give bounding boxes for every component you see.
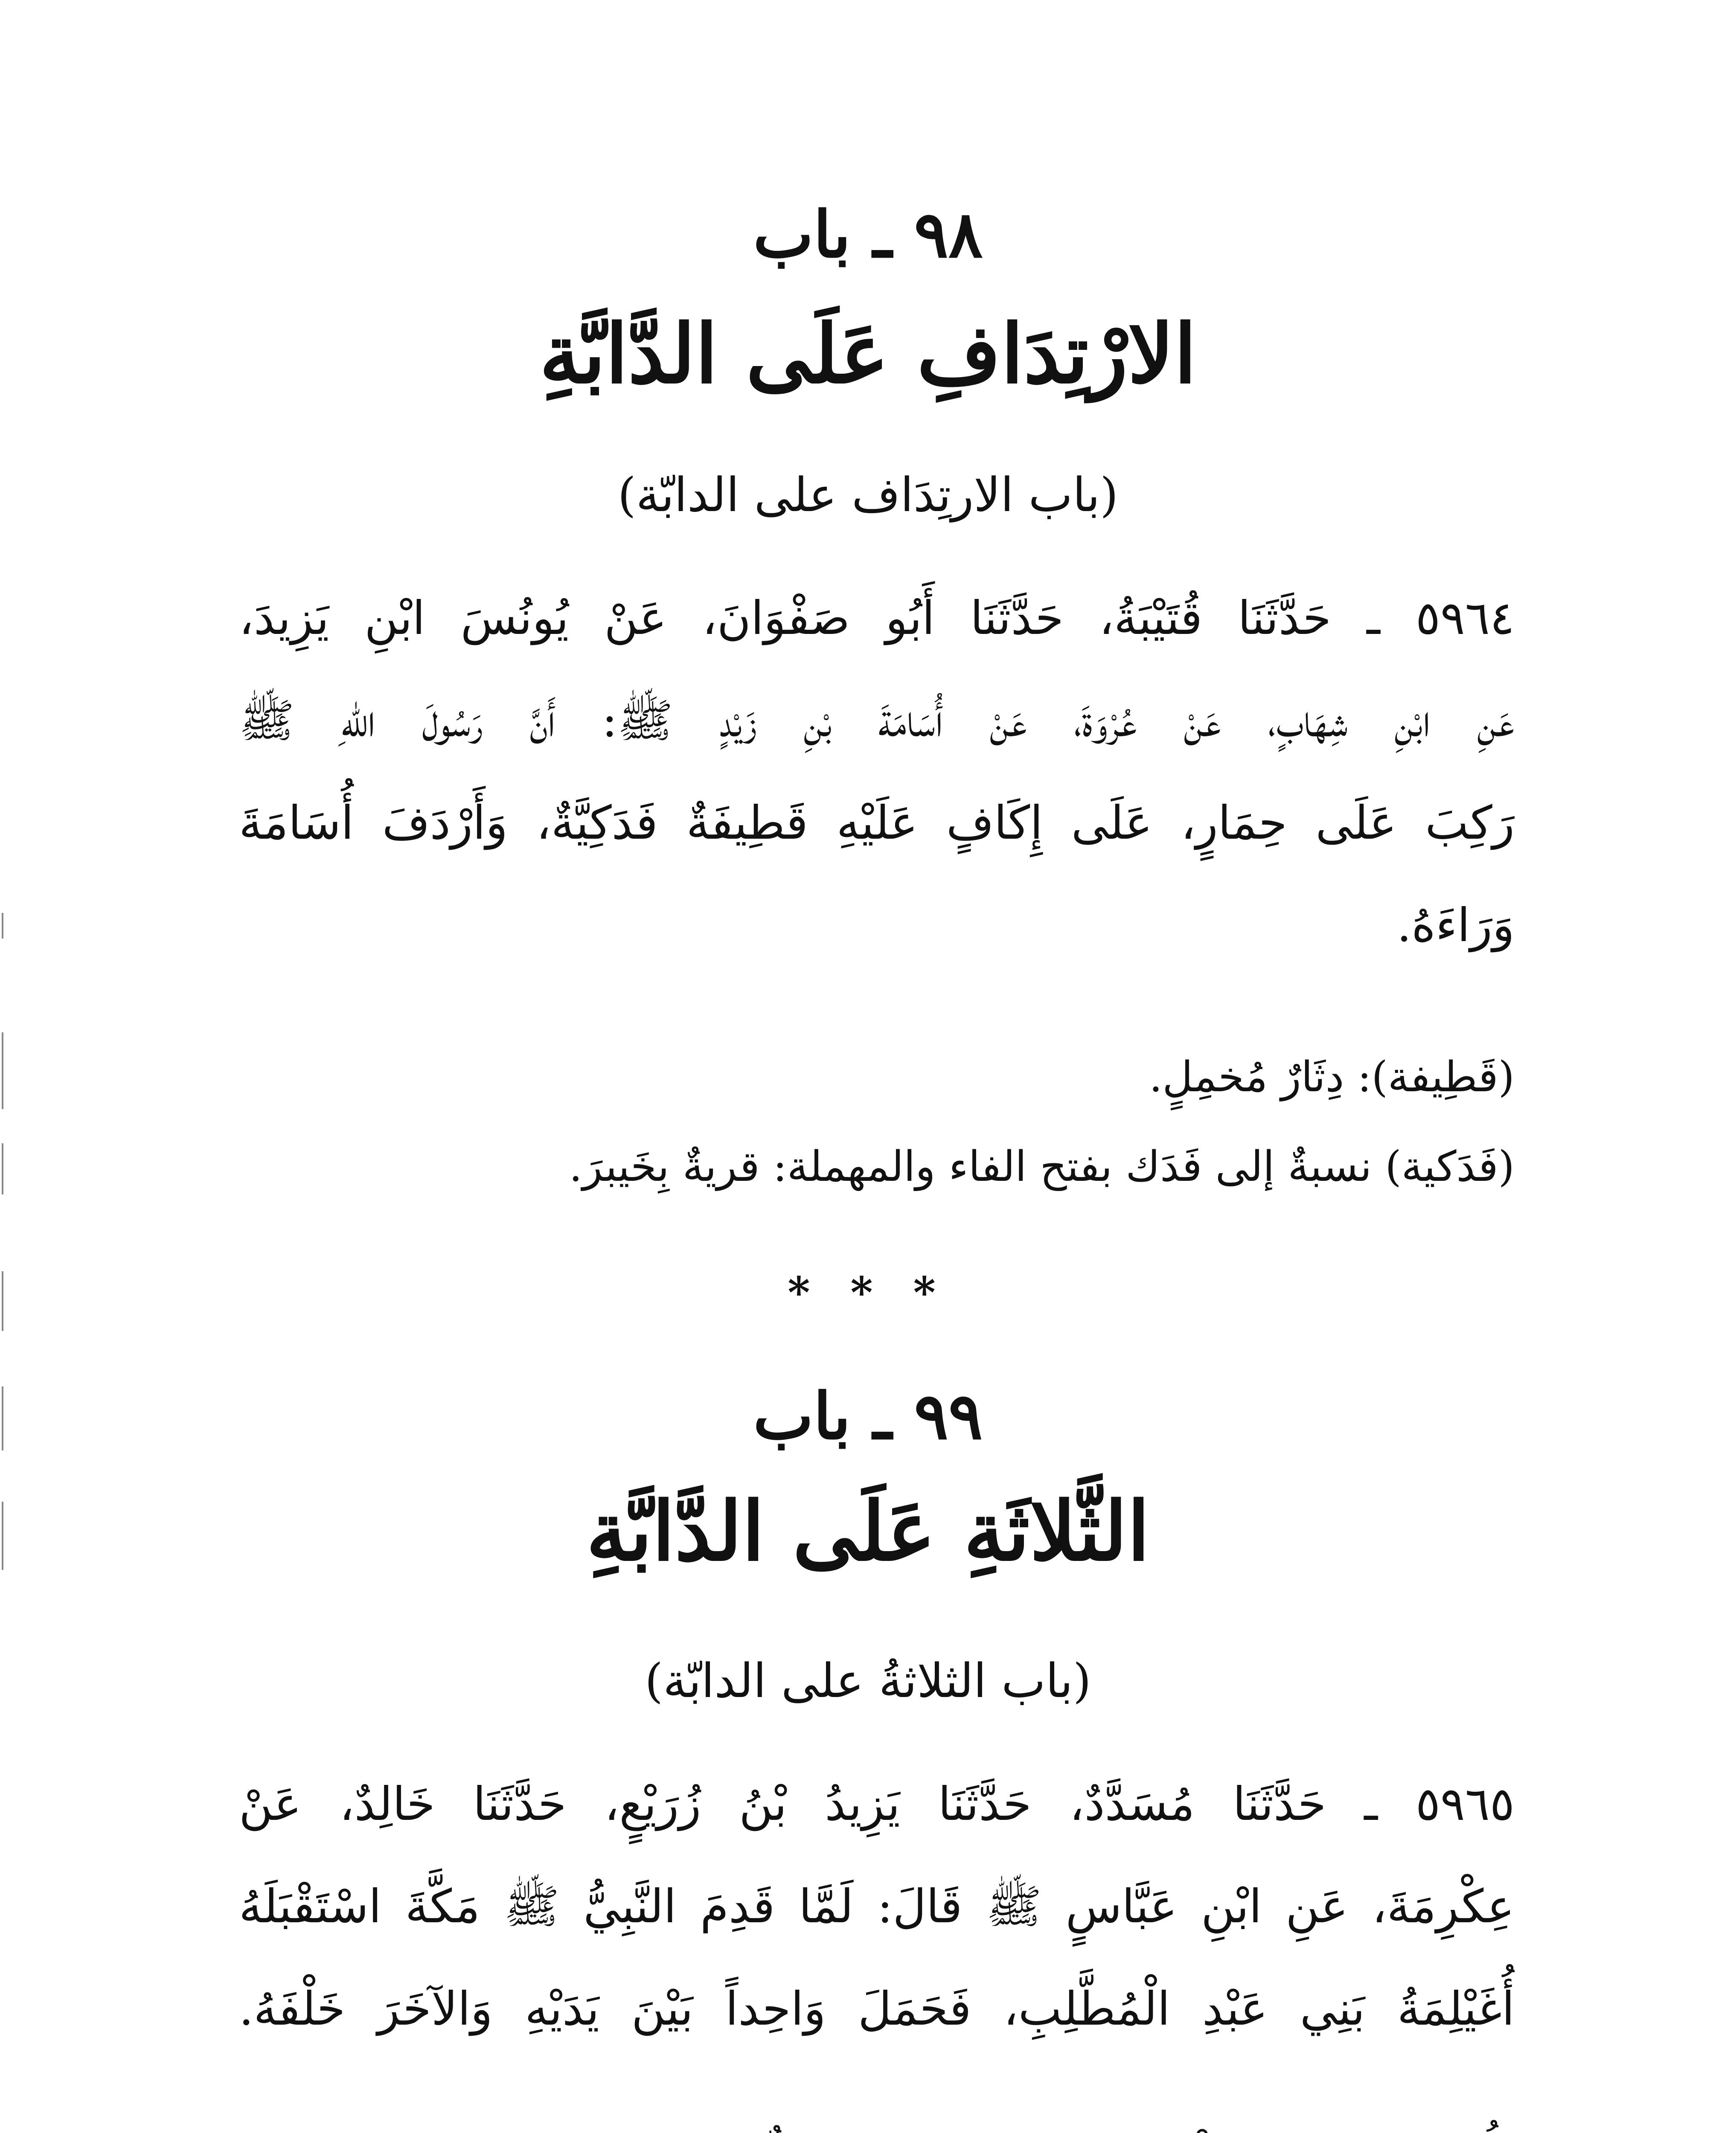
hadith-line: عِكْرِمَةَ، عَنِ ابْنِ عَبَّاسٍ ﷺ قَالَ: لَمَّا قَدِمَ النَّبِيُّ ﷺ مَكَّةَ اسْتَقْبَلَهُ: [239, 1880, 1515, 1933]
hadith-text: [239, 1753, 1515, 2060]
hadith-line: عَنِ ابْنِ شِهَابٍ، عَنْ عُرْوَةَ، عَنْ أُسَامَةَ بْنِ زَيْدٍ ﷺ: أَنَّ رَسُولَ اللهِ ﷺ: [239, 694, 1515, 747]
section-separator: * * *: [788, 1267, 948, 1318]
hadith-text: [239, 567, 1515, 977]
hadith-line: وَرَاءَهُ.: [1396, 899, 1515, 952]
note-line: (قَطِيفة): دِثَارٌ مُخمِلٍ.: [1149, 1053, 1515, 1101]
chapter-subtitle: (باب الثلاثةُ على الدابّة): [645, 1654, 1091, 1708]
note-line: (فَدَكية) نسبةٌ إلى فَدَك بفتح الفاء والمهملة: قريةٌ بِخَيبرَ.: [569, 1142, 1515, 1191]
explanatory-notes: [239, 2116, 1515, 2133]
scan-mark: [2, 913, 3, 939]
note-line: [239, 2116, 1515, 2133]
chapter-subtitle: (باب الارتِدَاف على الدابّة): [617, 468, 1119, 522]
chapter-number: ٩٨ ـ باب: [753, 197, 983, 272]
hadith-line: أُغَيْلِمَةُ بَنِي عَبْدِ الْمُطَّلِبِ، فَحَمَلَ وَاحِداً بَيْنَ يَدَيْهِ وَالآخَرَ خَلْفَهُ.: [239, 1982, 1515, 2036]
scan-mark: [2, 1032, 3, 1109]
chapter-title: الارْتِدَافِ عَلَى الدَّابَّةِ: [539, 306, 1197, 401]
explanatory-notes: [239, 1032, 1515, 1212]
chapter-title: الثَّلاثَةِ عَلَى الدَّابَّةِ: [586, 1484, 1150, 1579]
scan-mark: [2, 1143, 3, 1194]
hadith-line: ٥٩٦٥ ـ حَدَّثَنَا مُسَدَّدٌ، حَدَّثَنَا يَزِيدُ بْنُ زُرَيْعٍ، حَدَّثَنَا خَالِدٌ، عَنْ: [239, 1778, 1515, 1831]
hadith-line: رَكِبَ عَلَى حِمَارٍ، عَلَى إِكَافٍ عَلَيْهِ قَطِيفَةٌ فَدَكِيَّةٌ، وَأَرْدَفَ أُسَامَةَ: [239, 796, 1515, 850]
chapter-number: ٩٩ ـ باب: [753, 1379, 983, 1454]
hadith-line: ٥٩٦٤ ـ حَدَّثَنَا قُتَيْبَةُ، حَدَّثَنَا أَبُو صَفْوَانَ، عَنْ يُونُسَ ابْنِ يَزِيدَ،: [239, 592, 1515, 645]
